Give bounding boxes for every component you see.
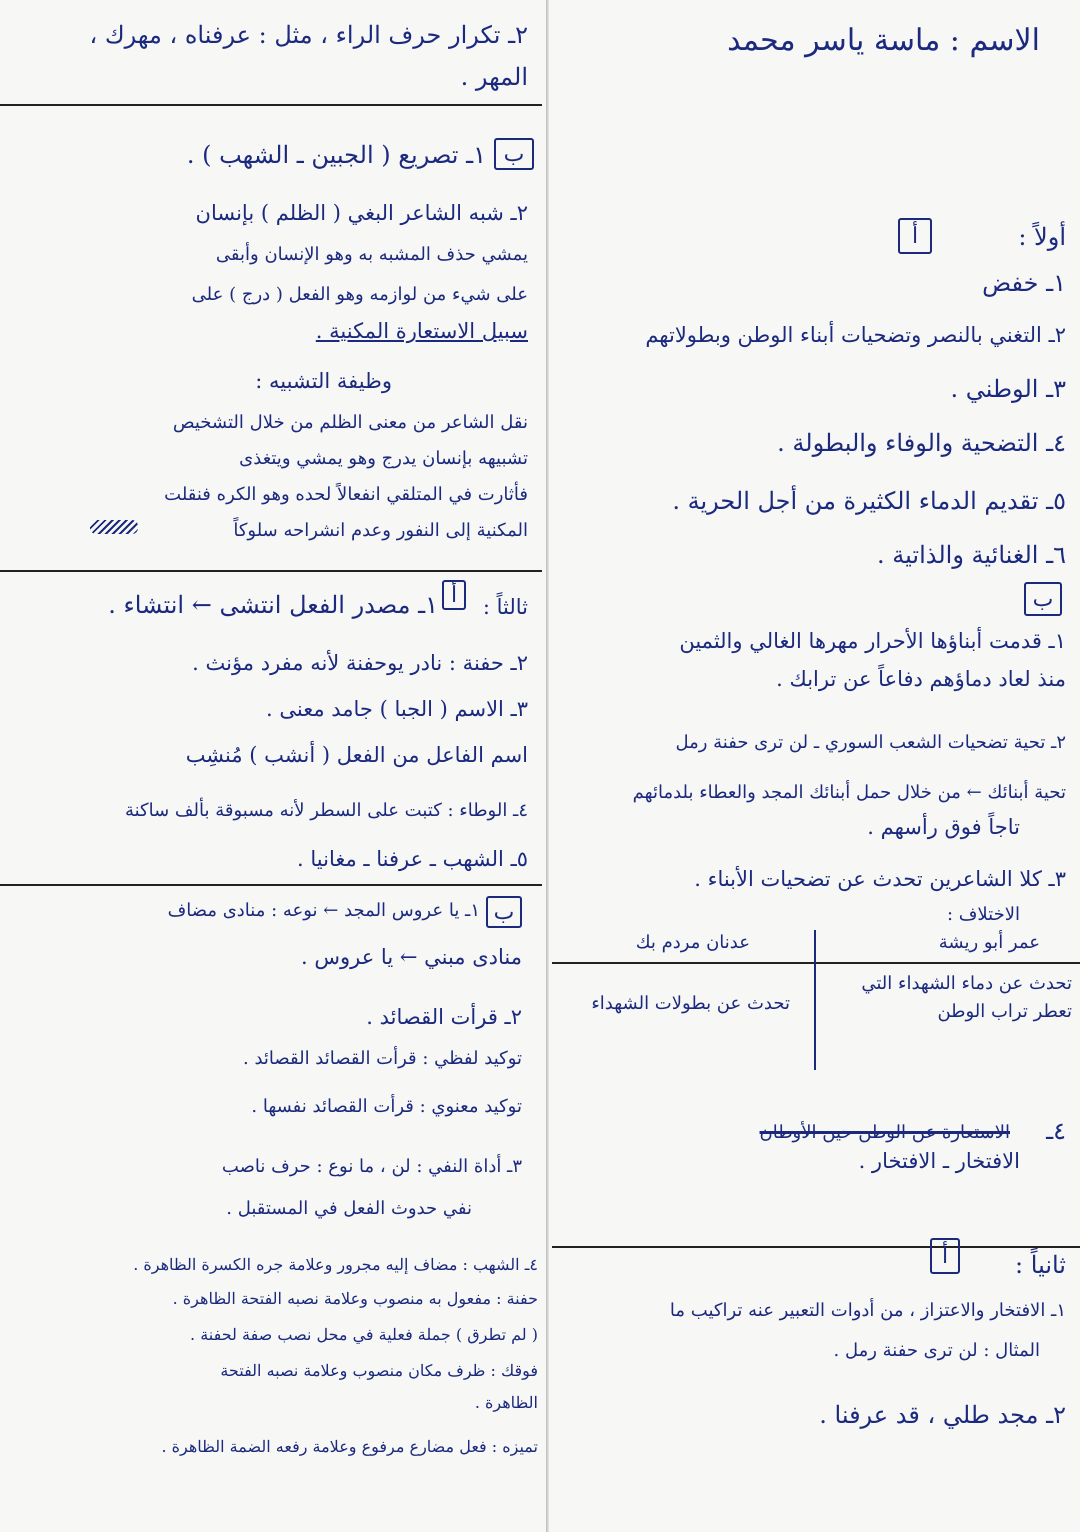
table-header-right: عمر أبو ريشة [938, 932, 1040, 953]
table-header-left: عدنان مردم بك [635, 932, 750, 953]
left-b2-2-verbal: توكيد لفظي : قرأت القصائد القصائد . [243, 1048, 522, 1069]
answer-second-2: ٢ـ مجد طلي ، قد عرفنا . [819, 1401, 1066, 1429]
student-name-line: الاسم : ماسة ياسر محمد [727, 23, 1040, 58]
left-b2-4a: ٤ـ الشهب : مضاف إليه مجرور وعلامة جره الكسرة الظاهرة . [133, 1255, 538, 1274]
table-divider-horizontal [552, 962, 1080, 964]
left-b2-4d: فوقك : ظرف مكان منصوب وعلامة نصبه الفتحة [220, 1361, 538, 1380]
answer-second-1b: المثال : لن ترى حفنة رمل . [833, 1340, 1040, 1361]
box-label-b: ب [1024, 582, 1062, 616]
left-divider-top [0, 104, 542, 106]
left-b-2b: يمشي حذف المشبه به وهو الإنسان وأبقى [215, 244, 528, 265]
box-label-b2-left: ب [486, 896, 522, 928]
left-third-3a: ٣ـ الاسم ( الجبا ) جامد معنى . [266, 697, 528, 721]
left-b-2c: على شيء من لوازمه وهو الفعل ( درج ) على [191, 284, 528, 305]
answer-a-4: ٤ـ التضحية والوفاء والبطولة . [777, 429, 1066, 457]
difference-label: الاختلاف : [946, 904, 1020, 925]
left-top-line-2: المهر . [460, 63, 528, 91]
left-b-function-2: تشبيهه بإنسان يدرج وهو يمشي ويتغذى [239, 448, 528, 469]
box-label-a-left: أ [442, 580, 466, 610]
box-label-b-left: ب [494, 138, 534, 170]
answer-a-1: ١ـ خفض [982, 269, 1066, 297]
left-b-function-1: نقل الشاعر من معنى الظلم من خلال التشخيص [172, 412, 528, 433]
box-label-a2: أ [930, 1238, 960, 1274]
answer-b-3: ٣ـ كلا الشاعرين تحدث عن تضحيات الأبناء . [694, 867, 1066, 891]
answer-b-2c: تاجاً فوق رأسهم . [867, 815, 1020, 839]
left-b-2a: ٢ـ شبه الشاعر البغي ( الظلم ) بإنسان [195, 201, 528, 225]
left-b2-4e: الظاهرة . [474, 1393, 538, 1412]
answer-4-text: الافتخار ـ الافتخار . [858, 1149, 1020, 1173]
answer-a-2: ٢ـ التغني بالنصر وتضحيات أبناء الوطن وبطولاتهم [645, 323, 1066, 347]
left-divider-third [0, 570, 542, 572]
left-b2-4f: تميزه : فعل مضارع مرفوع وعلامة رفعه الضمة الظاهرة . [161, 1437, 538, 1456]
left-b-function-3: فأثارت في المتلقي انفعالاً لحده وهو الكره فنقلت [164, 484, 528, 505]
answer-b-2b: تحية أبنائك ← من خلال حمل أبنائك المجد والعطاء بلدمائهم [632, 782, 1066, 803]
left-b2-4b: حفنة : مفعول به منصوب وعلامة نصبه الفتحة الظاهرة . [172, 1289, 538, 1308]
left-b2-4c: ( لم تطرق ) جملة فعلية في محل نصب صفة لحفنة . [190, 1325, 538, 1344]
left-b-function-heading: وظيفة التشبيه : [255, 369, 392, 393]
left-top-line-1: ٢ـ تكرار حرف الراء ، مثل : عرفناه ، مهرك ، [89, 21, 528, 49]
page-fold-divider [546, 0, 549, 1532]
left-b-2d: سبيل الاستعارة المكنية . [315, 319, 528, 343]
table-cell-right: تحدث عن دماء الشهداء التي تعطر تراب الوطن [861, 973, 1072, 1022]
left-b2-2-moral: توكيد معنوي : قرأت القصائد نفسها . [251, 1096, 522, 1117]
table-cell-left: تحدث عن بطولات الشهداء [591, 993, 790, 1014]
scribble-mark [90, 520, 138, 534]
section-second-heading: ثانياً : [1015, 1251, 1066, 1279]
answer-b-1a: ١ـ قدمت أبناؤها الأحرار مهرها الغالي والثمين [679, 629, 1066, 653]
left-divider-fourth [0, 884, 542, 886]
left-b2-3b: نفي حدوث الفعل في المستقبل . [226, 1198, 472, 1219]
box-label-a: أ [898, 218, 932, 254]
left-b-1: ١ـ تصريع ( الجبين ـ الشهب ) . [186, 141, 486, 169]
answer-4-label: ٤ـ [1046, 1117, 1066, 1145]
section-third-heading: ثالثاً : [482, 595, 528, 619]
answer-a-6: ٦ـ الغنائية والذاتية . [877, 541, 1066, 569]
answer-second-1a: ١ـ الافتخار والاعتزاز ، من أدوات التعبير عنه تراكيب ما [669, 1300, 1066, 1321]
answer-b-2a: ٢ـ تحية تضحيات الشعب السوري ـ لن ترى حفنة رمل [675, 732, 1066, 753]
left-b2-3a: ٣ـ أداة النفي : لن ، ما نوع : حرف ناصب [221, 1156, 522, 1177]
left-b2-2: ٢ـ قرأت القصائد . [366, 1005, 522, 1029]
left-third-1: ١ـ مصدر الفعل انتشى ← انتشاء . [108, 591, 438, 619]
table-divider-vertical [814, 930, 816, 1070]
left-third-3b: اسم الفاعل من الفعل ( أنشب ) مُنشِب [185, 743, 528, 767]
left-b-function-4: المكنية إلى النفور وعدم انشراحه سلوكاً [233, 520, 528, 541]
left-b2-1a: ١ـ يا عروس المجد ← نوعه : منادى مضاف [167, 900, 480, 921]
answer-4-crossed-out: الاستعارة عن الوطن حين الأوطان [759, 1122, 1010, 1143]
answer-a-3: ٣ـ الوطني . [950, 375, 1066, 403]
section-divider-second [552, 1246, 1080, 1248]
section-first-heading: أولاً : [1018, 223, 1066, 251]
answer-a-5: ٥ـ تقديم الدماء الكثيرة من أجل الحرية . [672, 487, 1066, 515]
left-third-2: ٢ـ حفنة : نادر يوحفنة لأنه مفرد مؤنث . [192, 651, 528, 675]
left-b2-1b: منادى مبني ← يا عروس . [301, 945, 522, 969]
left-third-4: ٤ـ الوطاء : كتبت على السطر لأنه مسبوقة بألف ساكنة [124, 800, 528, 821]
answer-b-1b: منذ لعاد دماؤهم دفاعاً عن ترابك . [776, 667, 1066, 691]
left-third-5: ٥ـ الشهب ـ عرفنا ـ مغانيا . [297, 847, 528, 871]
right-column [552, 0, 1080, 1532]
